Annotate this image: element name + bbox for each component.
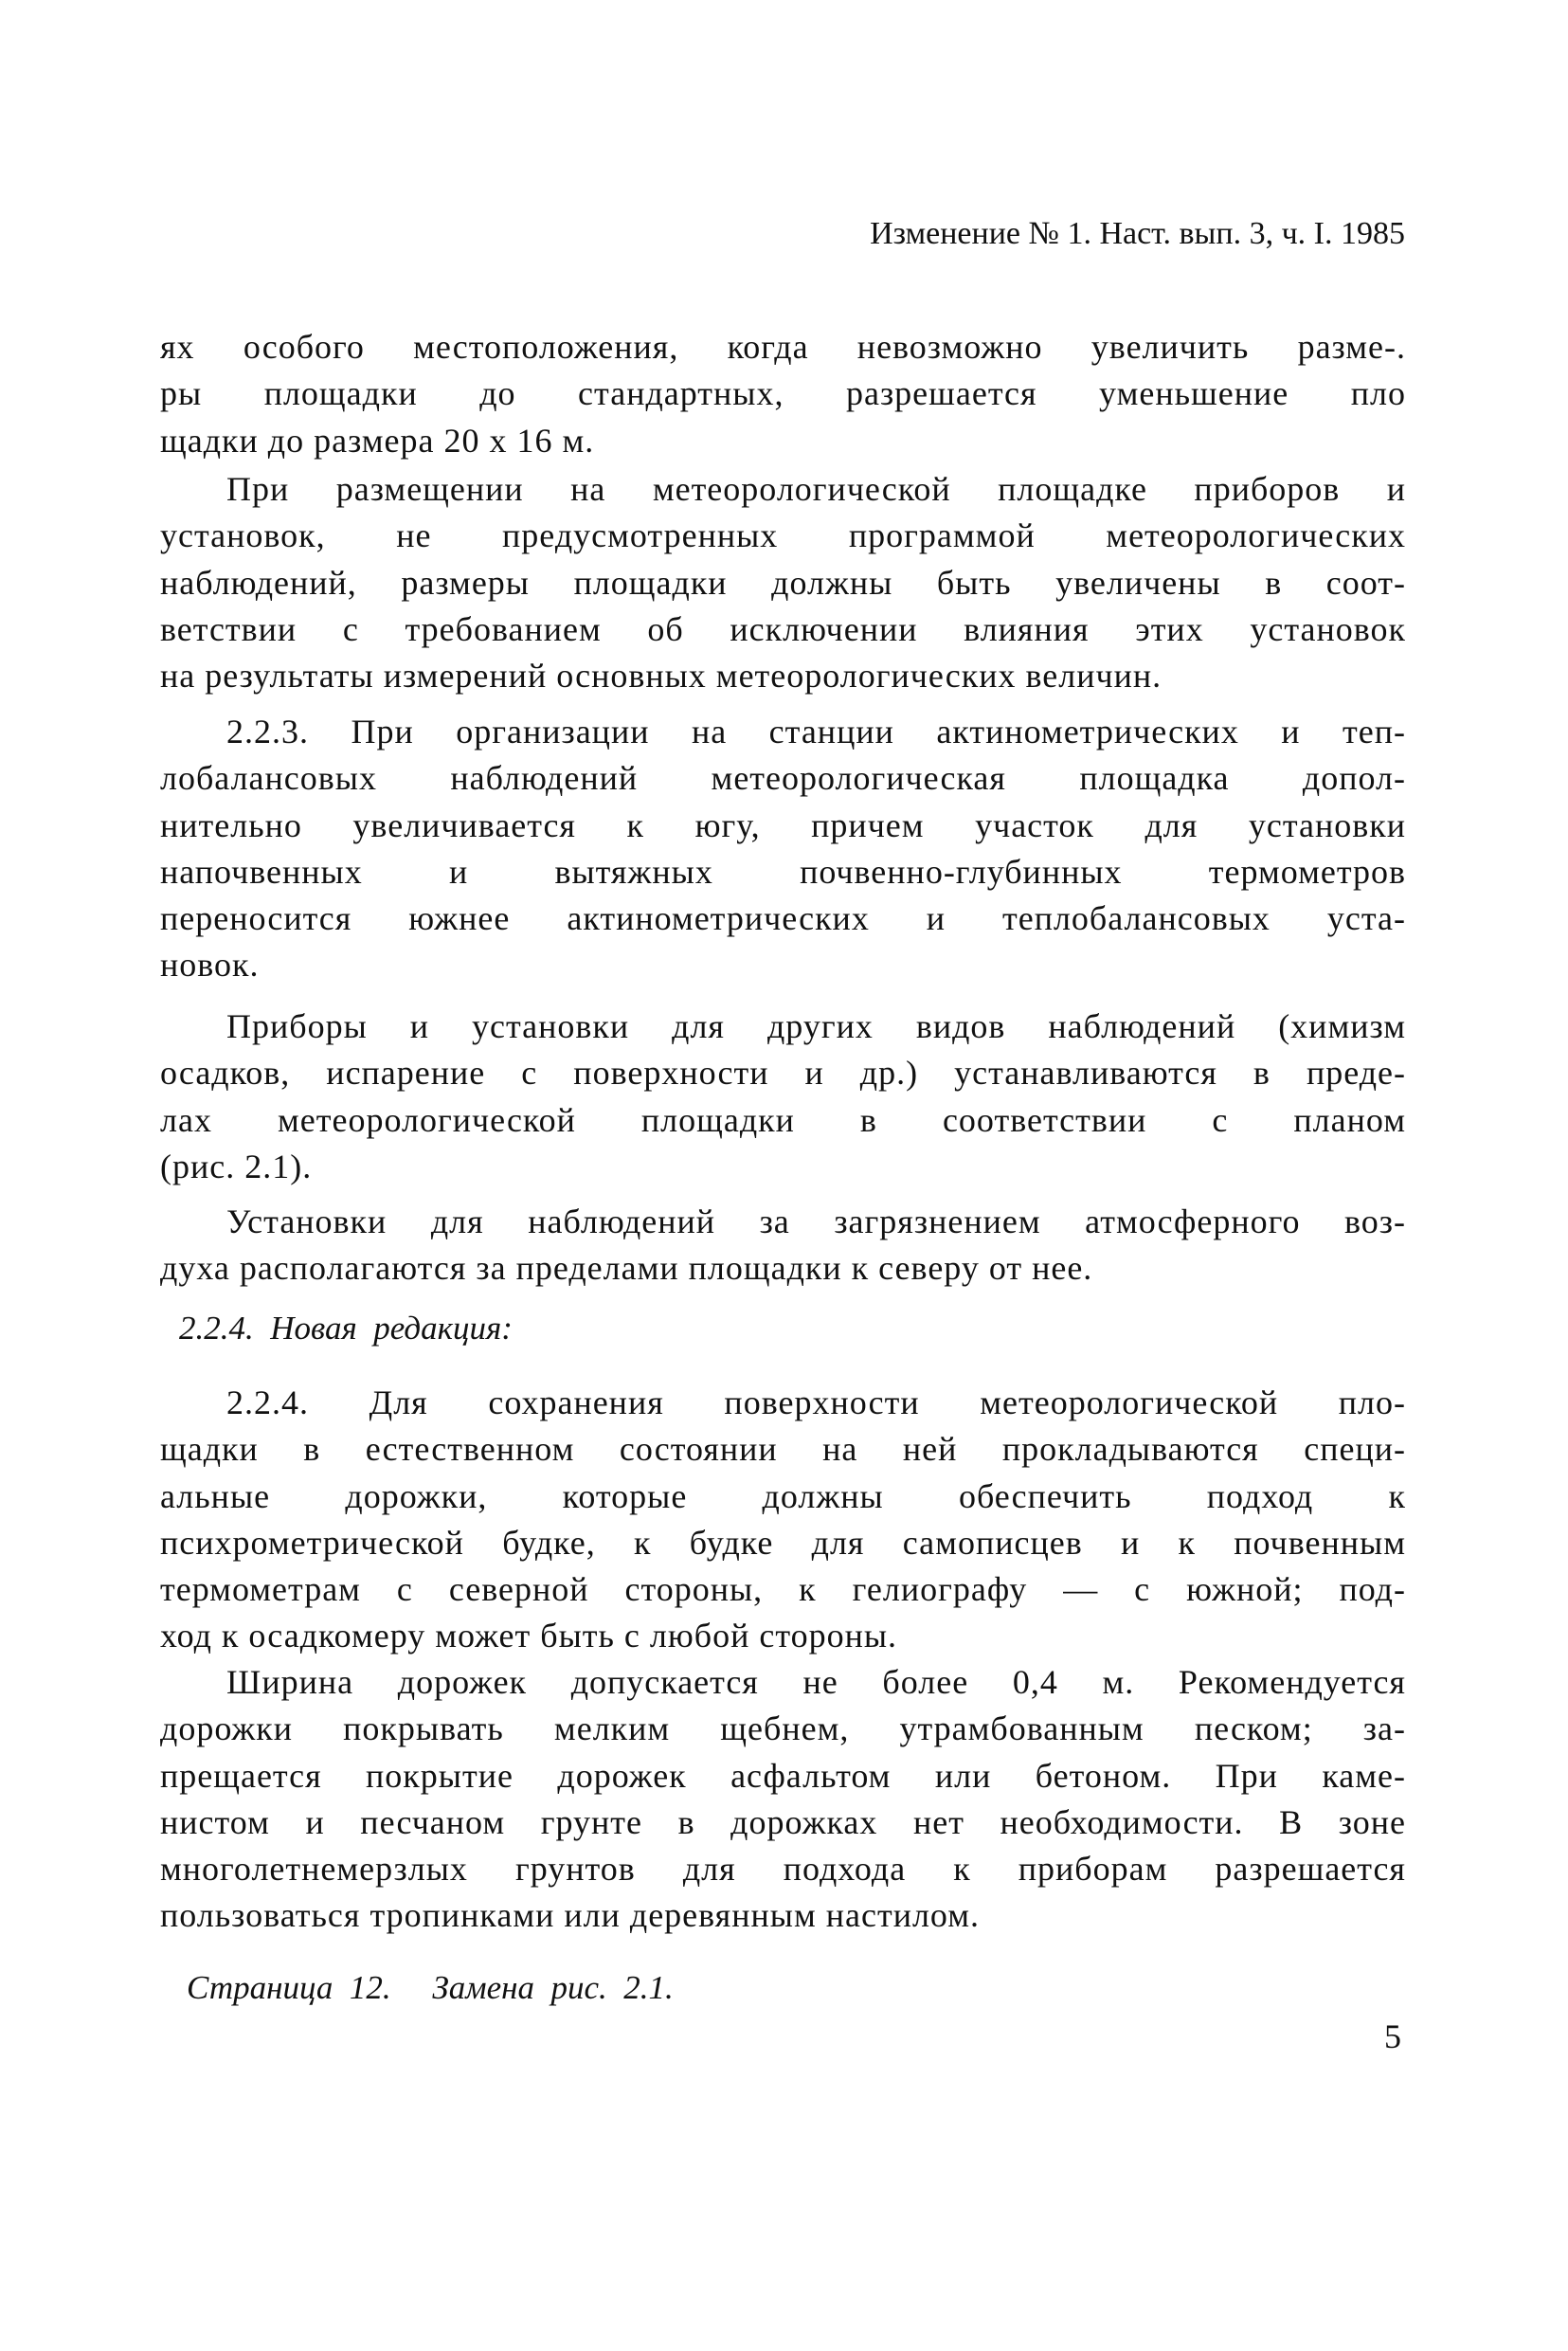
- text-line: на результаты измерений основных метеорологических величин.: [160, 657, 1162, 696]
- text-line: наблюдений, размеры площадки должны быть увеличены в соот-: [160, 563, 1406, 602]
- text-line: психрометрической будке, к будке для самописцев и к почвенным: [160, 1523, 1406, 1562]
- paragraph: [160, 709, 1406, 989]
- text-line: установок, не предусмотренных программой метеорологических: [160, 516, 1406, 555]
- text-line: Установки для наблюдений за загрязнением атмосферного воз-: [226, 1203, 1406, 1240]
- paragraph: [160, 1380, 1406, 1660]
- text-line: ры площадки до стандартных, разрешается уменьшение пло: [160, 374, 1406, 413]
- text-line: осадков, испарение с поверхности и др.) устанавливаются в преде-: [160, 1054, 1406, 1093]
- text-line: щадки до размера 20 х 16 м.: [160, 421, 595, 460]
- document-header: Изменение № 1. Наст. вып. 3, ч. I. 1985: [870, 216, 1405, 251]
- text-line: ход к осадкомеру может быть с любой стороны.: [160, 1617, 898, 1655]
- text-line: термометрам с северной стороны, к гелиографу — с южной; под-: [160, 1570, 1406, 1609]
- paragraph: [160, 1004, 1406, 1190]
- text-line: лах метеорологической площадки в соответствии с планом: [160, 1100, 1406, 1139]
- text-line: лобалансовых наблюдений метеорологическая площадка допол-: [160, 759, 1406, 798]
- text-line: 2.2.3. При организации на станции актинометрических и теп-: [226, 713, 1406, 751]
- paragraph: [160, 466, 1406, 699]
- page-number: 5: [1384, 2017, 1401, 2055]
- paragraph: [160, 1659, 1406, 1940]
- text-line: нистом и песчаном грунте в дорожках нет необходимости. В зоне: [160, 1802, 1406, 1841]
- text-line: 2.2.4. Для сохранения поверхности метеорологической пло-: [226, 1383, 1406, 1421]
- footer-note: Страница 12. Замена рис. 2.1.: [187, 1969, 674, 2006]
- text-line: дорожки покрывать мелким щебнем, утрамбованным песком; за-: [160, 1709, 1406, 1748]
- text-line: прещается покрытие дорожек асфальтом или бетоном. При каме-: [160, 1756, 1406, 1795]
- text-line: При размещении на метеорологической площадке приборов и: [226, 470, 1406, 508]
- section-heading: 2.2.4. Новая редакция:: [179, 1310, 513, 1347]
- text-line: нительно увеличивается к югу, причем участок для установки: [160, 805, 1406, 844]
- text-line: ях особого местоположения, когда невозможно увеличить разме-.: [160, 328, 1406, 366]
- text-line: щадки в естественном состоянии на ней прокладываются специ-: [160, 1430, 1406, 1469]
- text-line: Приборы и установки для других видов наблюдений (химизм: [226, 1007, 1406, 1045]
- text-line: (рис. 2.1).: [160, 1147, 313, 1185]
- text-line: Ширина дорожек допускается не более 0,4 м. Рекомендуется: [226, 1663, 1406, 1701]
- text-line: духа располагаются за пределами площадки к северу от нее.: [160, 1249, 1093, 1288]
- text-line: ветствии с требованием об исключении влияния этих установок: [160, 609, 1406, 648]
- text-line: многолетнемерзлых грунтов для подхода к приборам разрешается: [160, 1850, 1406, 1889]
- text-line: пользоваться тропинками или деревянным настилом.: [160, 1896, 981, 1935]
- text-line: переносится южнее актинометрических и теплобалансовых уста-: [160, 899, 1406, 938]
- text-line: новок.: [160, 946, 260, 985]
- paragraph: [160, 1199, 1406, 1293]
- paragraph: [160, 324, 1406, 464]
- text-line: альные дорожки, которые должны обеспечить подход к: [160, 1476, 1406, 1515]
- text-line: напочвенных и вытяжных почвенно-глубинных термометров: [160, 852, 1406, 891]
